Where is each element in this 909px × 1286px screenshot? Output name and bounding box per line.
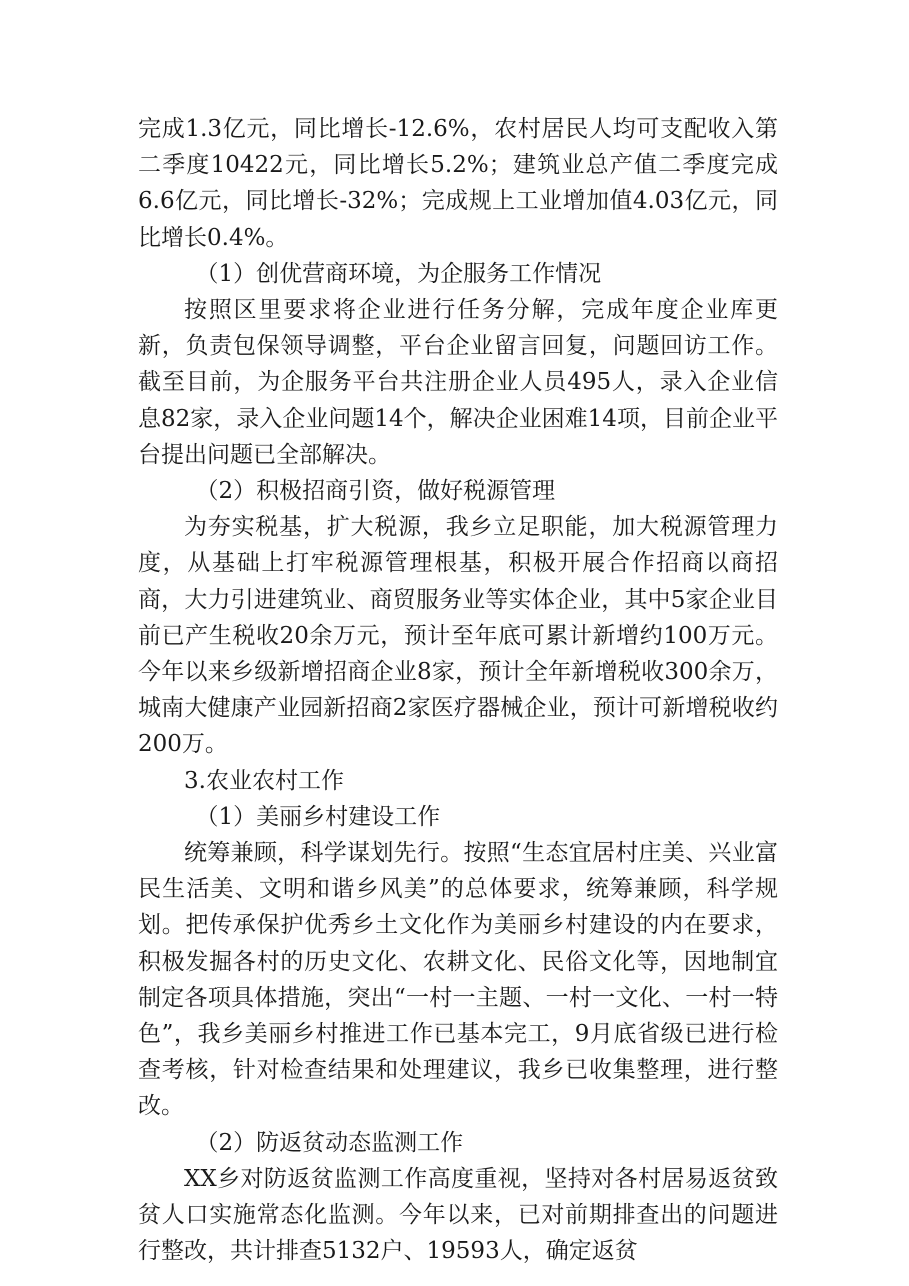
subheading-beautiful-village: （1）美丽乡村建设工作 [195,803,441,830]
section-heading-agriculture: 3.农业农村工作 [184,767,344,794]
subheading-investment: （2）积极招商引资，做好税源管理 [195,478,556,505]
paragraph-continued: 完成1.3亿元，同比增长-12.6%，农村居民人均可支配收入第二季度10422元，同比增长5.2%；建筑业总产值二季度完成6.6亿元，同比增长-32%；完成规上工业增加值4.03亿元，同比增长0.4%。 [138,116,778,251]
paragraph-tax-source: 为夯实税基，扩大税源，我乡立足职能，加大税源管理力度，从基础上打牢税源管理根基，积极开展合作招商以商招商，大力引进建筑业、商贸服务业等实体企业，其中5家企业目前已产生税收20余万元，预计至年底可累计新增约100万元。今年以来乡级新增招商企业8家，预计全年新增税收300余万，城南大健康产业园新招商2家医疗器械企业，预计可新增税收约200万。 [138,514,778,758]
paragraph-beautiful-village: 统筹兼顾，科学谋划先行。按照“生态宜居村庄美、兴业富民生活美、文明和谐乡风美”的总体要求，统筹兼顾，科学规划。把传承保护优秀乡土文化作为美丽乡村建设的内在要求，积极发掘各村的历史文化、农耕文化、民俗文化等，因地制宜制定各项具体措施，突出“一村一主题、一村一文化、一村一特色”，我乡美丽乡村推进工作已基本完工，9月底省级已进行检查考核，针对检查结果和处理建议，我乡已收集整理，进行整改。 [138,840,778,1120]
paragraph-business-service: 按照区里要求将企业进行任务分解，完成年度企业库更新，负责包保领导调整，平台企业留言回复，问题回访工作。截至目前，为企服务平台共注册企业人员495人，录入企业信息82家，录入企业问题14个，解决企业困难14项，目前企业平台提出问题已全部解决。 [138,297,778,468]
paragraph-poverty-monitoring: XX乡对防返贫监测工作高度重视，坚持对各村居易返贫致贫人口实施常态化监测。今年以来，已对前期排查出的问题进行整改，共计排查5132户、19593人，确定返贫 [138,1165,778,1265]
subheading-business-environment: （1）创优营商环境，为企服务工作情况 [195,260,602,287]
subheading-poverty-monitoring: （2）防返贫动态监测工作 [195,1129,464,1156]
document-body [138,111,778,1270]
